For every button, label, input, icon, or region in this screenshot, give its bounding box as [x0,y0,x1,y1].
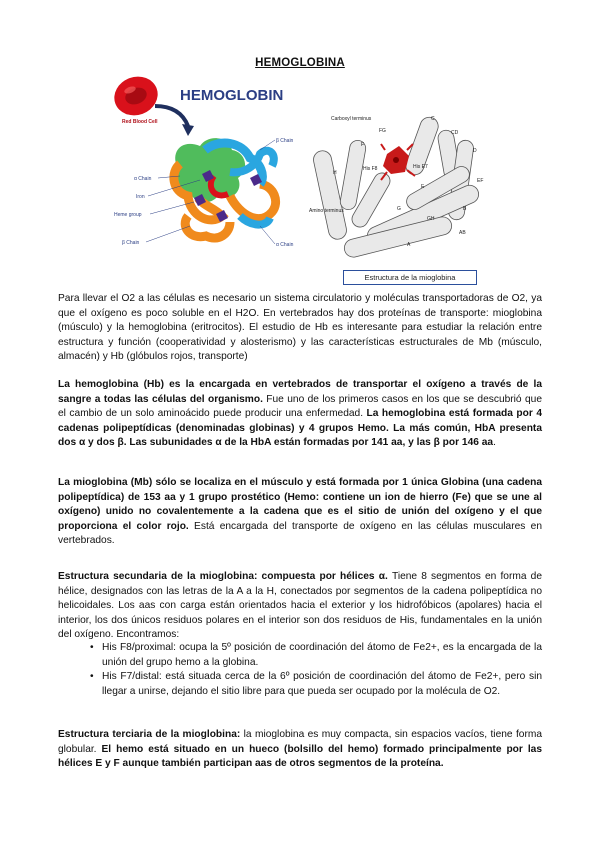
hemoglobin-paragraph [58,378,542,451]
tertiary-structure-bold-end: El hemo está situado en un hueco (bolsillo del hemo) formado principalmente por las hélices E y F aunque también participan aas de otros segmentos de la proteína. [58,743,542,770]
helix-cylinders-icon [312,115,482,259]
tertiary-structure-text: la mioglobina es muy compacta, sin espacios vacíos, tiene forma globular. [58,729,542,755]
page-title: HEMOGLOBINA [255,57,345,69]
secondary-structure-text: Tiene 8 segmentos en forma de hélice, designados con las letras de la A a la H, conectados por segmentos de la cadena polipeptídica no helicoidales. Los aas con carga están orientados hacia el exterior y los hidrofóbicos (apolares) hacia el interior, los dos únicos residuos polares en el interior son dos residuos de His, fundamentales en la unión del oxígeno. Encontramos: [58,571,542,641]
hemoglobin-normal-text: Fue uno de los primeros casos en los que se descubrió que el cambio de un solo aminoácido puede producir una enfermedad. [58,393,542,420]
carboxyl-terminus-label: Carboxyl terminus [331,116,372,122]
histidine-list [90,641,542,699]
hemoglobin-heading: HEMOGLOBIN [180,87,284,104]
myoglobin-caption: Estructura de la mioglobina [343,270,477,285]
arrow-icon [155,106,188,126]
d-label: D [473,148,477,154]
intro-paragraph [58,292,542,365]
alpha-chain-top-label: α Chain [134,176,152,182]
b-label: B [463,206,467,212]
e-label: E [421,184,425,190]
his-e7-label: His E7 [413,164,428,170]
hemoglobin-period: . [493,437,496,449]
bullet-icon: • [90,642,94,653]
myoglobin-paragraph [58,476,542,549]
c-label: C [431,116,435,122]
list-item [90,641,542,670]
tertiary-structure-paragraph [58,728,542,772]
bullet-icon: • [90,671,94,683]
his-f8-label: His F8 [363,166,378,172]
gh-label: GH [427,216,435,222]
fg-label: FG [379,128,386,134]
hemoglobin-figure [110,76,302,262]
iron-label: Iron [136,194,145,200]
g-label: G [397,206,401,212]
bullet-his-f7: His F7/distal: está situada cerca de la 6º posición de coordinación del átomo de Fe2+, pero sin llegar a unirse, dejando el sitio libre para que pueda ser ocupado por la molécula de O2. [102,671,542,697]
rbc-label: Red Blood Cell [122,119,158,125]
secondary-structure-paragraph [58,570,542,643]
a-label: A [407,242,411,248]
alpha-chain-bottom-label: α Chain [276,242,294,248]
h-label: H [333,170,337,176]
ef-label: EF [477,178,484,184]
ab-label: AB [459,230,466,236]
hemoglobin-bold-intro: La hemoglobina (Hb) es la encargada en vertebrados de transportar el oxígeno a través de la sangre a todas las células del organismo. [58,379,542,405]
tertiary-structure-heading: Estructura terciaria de la mioglobina: [58,729,241,740]
f-label: F [361,142,365,148]
beta-chain-top-label: β Chain [276,138,294,144]
heme-group-label: Heme group [114,212,142,218]
myoglobin-normal-text: Está encargada del transporte de oxígeno en las células musculares en vertebrados. [58,520,542,547]
bullet-his-f8: His F8/proximal: ocupa la 5º posición de coordinación del átomo de Fe2+, es la encargada de la unión del grupo hemo a la globina. [102,642,542,668]
hemoglobin-protein-icon [173,138,276,238]
cd-label: CD [451,130,459,136]
list-item [90,670,542,699]
myoglobin-bold-text: La mioglobina (Mb) sólo se localiza en el músculo y está formada por 1 única Globina (una cadena polipeptídica) de 153 aa y 1 grupo prostético (Hemo: contiene un ion de hierro (Fe) que se une al oxígeno) unido no covalentemente a la cadena que es el sitio de unión del oxígeno y el que proporciona el color rojo. [58,477,542,532]
intro-text: Para llevar el O2 a las células es necesario un sistema circulatorio y moléculas transportadoras de O2, ya que el oxígeno es poco soluble en el H2O. En vertebrados hay dos proteínas de transporte: mioglobina (músculo) y la hemoglobina (eritrocitos). El estudio de Hb es interesante para estudiar la relación entre estructura y función (cooperatividad y alosterismo) y las características estructurales de Mb (músculo, almacén) y Hb (glóbulos rojos, transporte) [58,293,542,363]
amino-terminus-label: Amino terminus [309,208,344,214]
secondary-structure-heading: Estructura secundaria de la mioglobina: compuesta por hélices α. [58,571,388,582]
myoglobin-figure [303,110,493,270]
beta-chain-bottom-label: β Chain [122,240,140,246]
hemoglobin-bold-structure: La hemoglobina está formada por 4 cadenas polipeptídicas (denominadas globinas) y 4 grupos Hemo. La más común, HbA presenta dos α y dos β. Las subunidades α de la HbA están formadas por 141 aa, y las β por 146 aa [58,408,542,449]
red-blood-cell-icon [110,76,163,121]
